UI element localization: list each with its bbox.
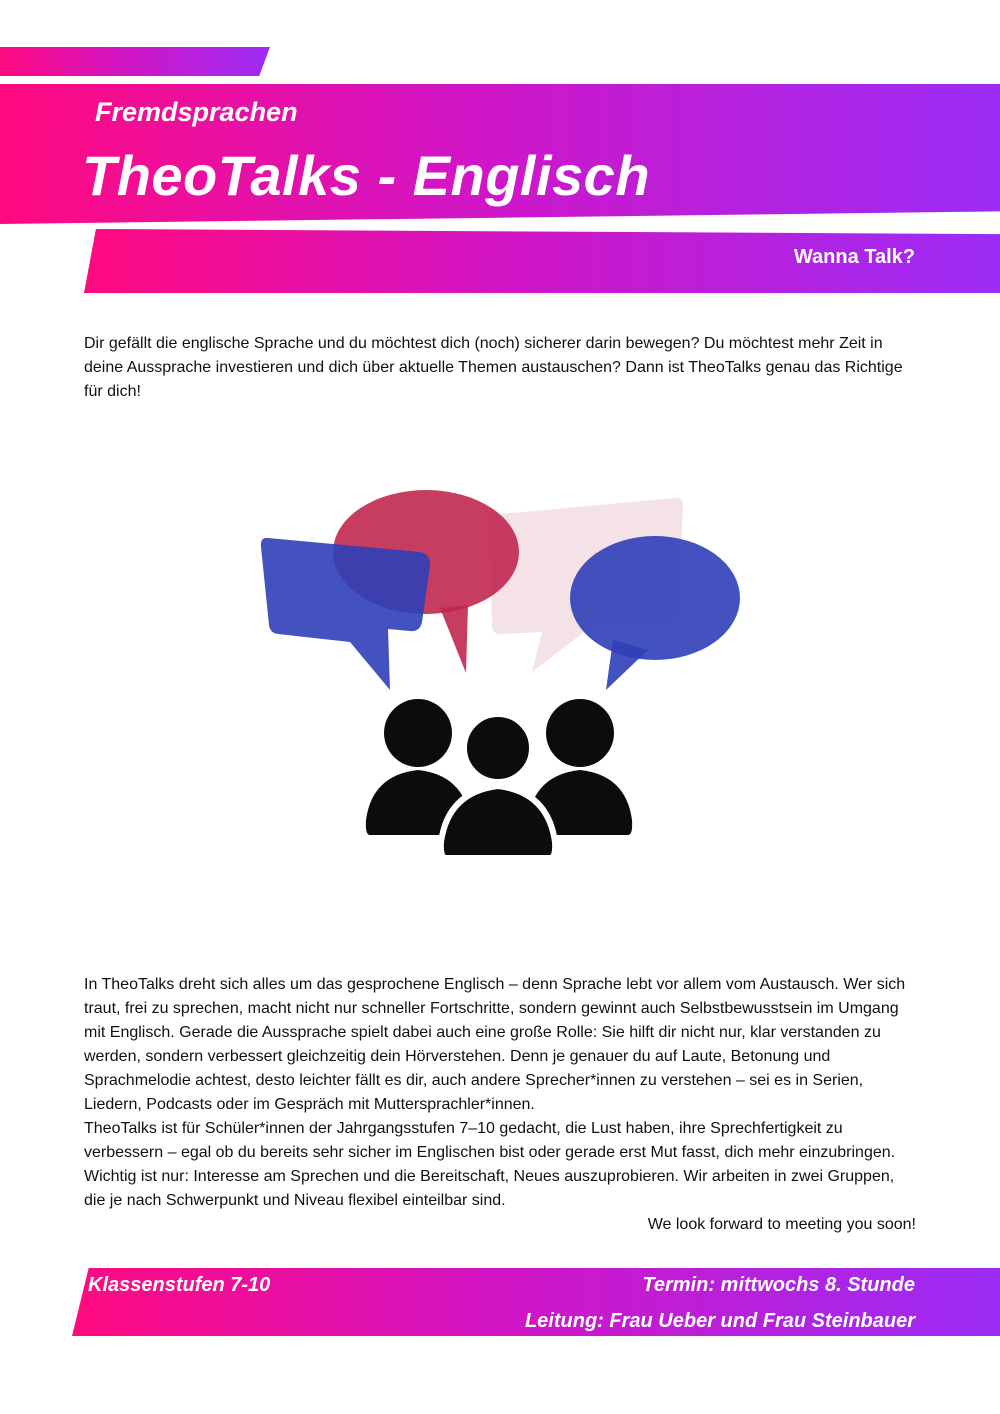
blue-left-speech-bubble [261, 538, 430, 690]
schedule: Termin: mittwochs 8. Stunde [642, 1274, 915, 1296]
people-group [366, 699, 632, 858]
person-left-head [384, 699, 452, 767]
page-title: TheoTalks - Englisch [82, 144, 651, 207]
tagline: Wanna Talk? [793, 246, 915, 268]
blue-right-speech-bubble [570, 536, 740, 690]
grade-levels: Klassenstufen 7-10 [88, 1274, 271, 1296]
subject-label: Fremdsprachen [95, 97, 298, 127]
header-accent-stripe [0, 47, 270, 76]
intro-paragraph: Dir gefällt die englische Sprache und du möchtest dich (noch) sicherer darin bewegen? Du möchtest mehr Zeit in deine Aussprache investieren und dich über aktuelle Themen austauschen? Dann ist TheoTalks genau das Richtige für dich! [84, 335, 903, 400]
body-paragraph-2: TheoTalks ist für Schüler*innen der Jahrgangsstufen 7–10 gedacht, die Lust haben, ihre Sprechfertigkeit zu verbessern – egal ob du bereits sehr sicher im Englischen bist oder gerade erst Mut fasst, dich mehr einzubringen. Wichtig ist nur: Interesse am Sprechen und die Bereitschaft, Neues auszuprobieren. Wir arbeiten in zwei Gruppen, die je nach Schwerpunkt und Niveau flexibel einteilbar sind. [84, 1120, 896, 1209]
leaders: Leitung: Frau Ueber und Frau Steinbauer [524, 1310, 915, 1332]
person-center-head [464, 714, 532, 782]
body-text [84, 973, 916, 1237]
speech-bubbles-group-icon [250, 480, 750, 870]
signoff: We look forward to meeting you soon! [647, 1216, 916, 1233]
person-right-head [546, 699, 614, 767]
body-paragraph-1: In TheoTalks dreht sich alles um das gesprochene Englisch – denn Sprache lebt vor allem vom Austausch. Wer sich traut, frei zu sprechen, macht nicht nur schneller Fortschritte, sondern gewinnt auch Selbstbewusstsein im Umgang mit Englisch. Gerade die Aussprache spielt dabei auch eine große Rolle: Sie hilft dir nicht nur, klar verstanden zu werden, sondern verbessert gleichzeitig dein Hörverstehen. Denn je genauer du auf Laute, Betonung und Sprachmelodie achtest, desto leichter fällt es dir, auch andere Sprecher*innen zu verstehen – sei es in Serien, Liedern, Podcasts oder im Gespräch mit Muttersprachler*innen. [84, 976, 906, 1113]
